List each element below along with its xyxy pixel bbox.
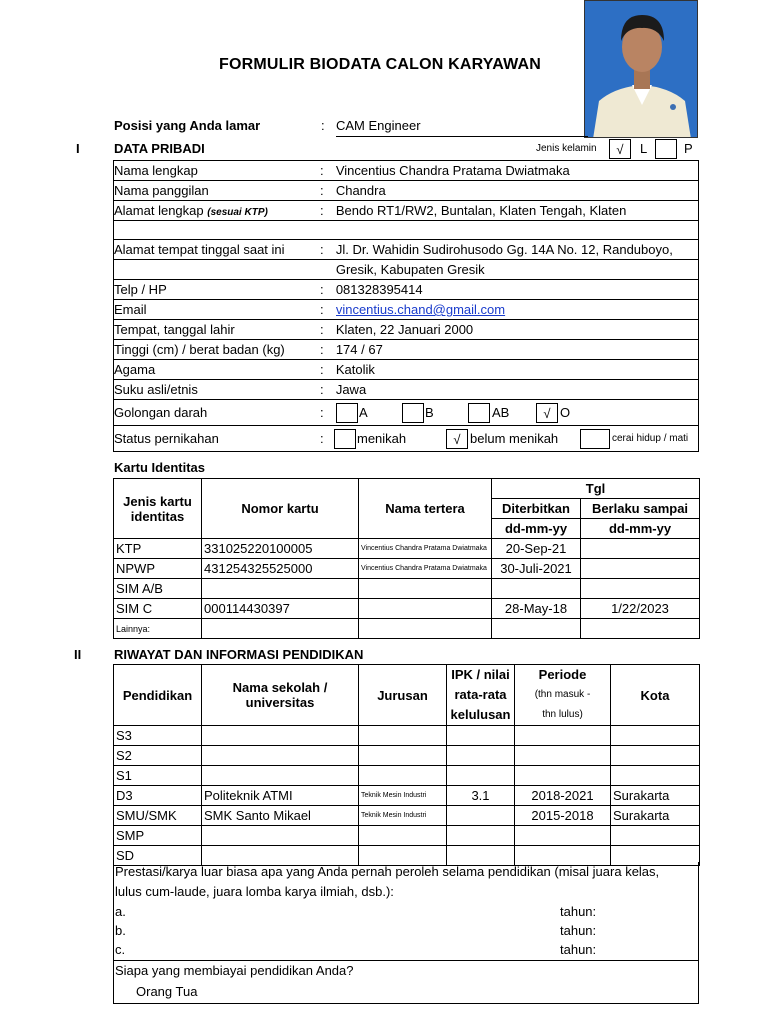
table-row	[114, 806, 700, 826]
cell-terbit	[492, 579, 581, 599]
section-2-number: II	[74, 647, 82, 662]
section-1-number: I	[76, 141, 80, 156]
cell-jenis: SIM C	[114, 599, 202, 619]
blank-cell	[114, 221, 321, 240]
cell-terbit: 20-Sep-21	[492, 539, 581, 559]
cell-pend: SMP	[114, 826, 202, 846]
gender-l-checkbox[interactable]: √	[609, 139, 631, 159]
cell-terbit: 28-May-18	[492, 599, 581, 619]
cell-terbit: 30-Juli-2021	[492, 559, 581, 579]
prestasi-tahun-a: tahun:	[560, 904, 597, 919]
cell-jurusan: Teknik Mesin Industri	[359, 806, 447, 826]
cell-kota: Surakarta	[611, 806, 700, 826]
header-kota: Kota	[611, 665, 700, 726]
cell-ipk	[447, 726, 515, 746]
cell-kota: Surakarta	[611, 786, 700, 806]
posisi-label: Posisi yang Anda lamar	[114, 118, 261, 133]
header-pendidikan: Pendidikan	[114, 665, 202, 726]
person-photo-icon	[585, 1, 698, 138]
label-status: Status pernikahan	[114, 426, 321, 452]
cell-pend: SMU/SMK	[114, 806, 202, 826]
posisi-colon: :	[321, 118, 325, 133]
cell-jenis: SIM A/B	[114, 579, 202, 599]
label-alamat-tinggal: Alamat tempat tinggal saat ini	[114, 240, 321, 260]
cell-berlaku	[581, 539, 700, 559]
prestasi-tahun-c: tahun:	[560, 942, 597, 957]
label-agama: Agama	[114, 360, 321, 380]
row-alamat-blank	[114, 221, 699, 240]
cell-berlaku	[581, 619, 700, 639]
value-agama: Katolik	[336, 360, 699, 380]
page-title: FORMULIR BIODATA CALON KARYAWAN	[218, 56, 542, 73]
prestasi-tahun-b: tahun:	[560, 923, 597, 938]
row-email	[114, 300, 699, 320]
header-periode-2: (thn masuk -	[534, 689, 591, 700]
row-tinggi	[114, 340, 699, 360]
table-row	[114, 766, 700, 786]
kartu-title: Kartu Identitas	[114, 460, 206, 475]
row-agama	[114, 360, 699, 380]
cell-sekolah: SMK Santo Mikael	[202, 806, 359, 826]
cell-sekolah	[202, 746, 359, 766]
header-nomor: Nomor kartu	[202, 479, 359, 539]
cell-jurusan	[359, 746, 447, 766]
table-row	[114, 579, 700, 599]
pendidikan-table	[113, 664, 700, 866]
table-row	[114, 726, 700, 746]
header-jurusan: Jurusan	[359, 665, 447, 726]
label-nama-lengkap: Nama lengkap	[114, 161, 321, 181]
header-periode	[515, 665, 611, 726]
golongan-a-label: A	[359, 405, 368, 420]
header-tgl: Tgl	[492, 479, 700, 499]
row-alamat-tinggal-2	[114, 260, 699, 280]
value-telp: 081328395414	[336, 280, 699, 300]
cell-periode: 2018-2021	[515, 786, 611, 806]
cell-nama: Vincentius Chandra Pratama Dwiatmaka	[359, 539, 492, 559]
row-ttl	[114, 320, 699, 340]
cell-ipk	[447, 746, 515, 766]
posisi-value: CAM Engineer	[336, 118, 588, 137]
cell-ipk	[447, 826, 515, 846]
section-2-title: RIWAYAT DAN INFORMASI PENDIDIKAN	[114, 647, 364, 662]
cell-periode: 2015-2018	[515, 806, 611, 826]
value-alamat-tinggal: Jl. Dr. Wahidin Sudirohusodo Gg. 14A No. 12, Randuboyo,	[336, 240, 699, 260]
cell-periode	[515, 826, 611, 846]
cell-nama	[359, 619, 492, 639]
colon: :	[320, 163, 324, 178]
row-alamat-tinggal	[114, 240, 699, 260]
label-alamat-lengkap	[114, 201, 321, 221]
table-row	[114, 786, 700, 806]
cell-nama	[359, 579, 492, 599]
value-nama-lengkap: Vincentius Chandra Pratama Dwiatmaka	[336, 161, 699, 181]
biaya-box	[113, 960, 699, 1004]
cell-pend: SD	[114, 846, 202, 866]
label-golongan: Golongan darah	[114, 400, 321, 426]
colon: :	[320, 322, 324, 337]
cell-nomor	[202, 619, 359, 639]
cell-nama: Vincentius Chandra Pratama Dwiatmaka	[359, 559, 492, 579]
blank-cell	[114, 260, 321, 280]
header-berlaku: Berlaku sampai	[581, 499, 700, 519]
table-row	[114, 559, 700, 579]
cell-sekolah	[202, 826, 359, 846]
cell-terbit	[492, 619, 581, 639]
header-ipk-1: IPK / nilai	[451, 667, 510, 682]
table-row	[114, 539, 700, 559]
header-ipk	[447, 665, 515, 726]
gender-label: Jenis kelamin	[536, 143, 597, 154]
status-menikah-checkbox[interactable]	[334, 429, 356, 449]
cell-pend: S1	[114, 766, 202, 786]
colon: :	[320, 282, 324, 297]
cell-jenis: NPWP	[114, 559, 202, 579]
biaya-question: Siapa yang membiayai pendidikan Anda?	[115, 963, 354, 978]
status-cerai-checkbox[interactable]	[580, 429, 610, 449]
applicant-photo	[584, 0, 698, 138]
row-telp	[114, 280, 699, 300]
colon: :	[320, 183, 324, 198]
gender-l-label: L	[640, 141, 648, 156]
cell-periode	[515, 766, 611, 786]
header-periode-1: Periode	[538, 667, 587, 682]
golongan-o-label: O	[560, 405, 571, 420]
cell-ipk: 3.1	[447, 786, 515, 806]
golongan-options	[336, 400, 699, 426]
colon: :	[320, 342, 324, 357]
header-nama: Nama tertera	[359, 479, 492, 539]
value-tinggi: 174 / 67	[336, 340, 699, 360]
cell-jurusan: Teknik Mesin Industri	[359, 786, 447, 806]
header-periode-3: thn lulus)	[542, 709, 583, 720]
cell-ipk	[447, 766, 515, 786]
blank-cell	[320, 260, 336, 280]
prestasi-line-1: Prestasi/karya luar biasa apa yang Anda pernah peroleh selama pendidikan (misal juara kelas,	[115, 864, 660, 879]
blank-cell	[336, 221, 699, 240]
prestasi-box	[113, 862, 699, 961]
header-sekolah: Nama sekolah / universitas	[202, 665, 359, 726]
golongan-ab-label: AB	[492, 405, 510, 420]
email-cell	[336, 300, 699, 320]
colon: :	[320, 431, 324, 446]
value-nama-panggilan: Chandra	[336, 181, 699, 201]
biaya-answer: Orang Tua	[136, 984, 198, 999]
header-berlaku-format: dd-mm-yy	[581, 519, 700, 539]
golongan-ab-checkbox[interactable]	[468, 403, 490, 423]
prestasi-item-a: a.	[115, 904, 126, 919]
cell-pend: D3	[114, 786, 202, 806]
cell-jurusan	[359, 826, 447, 846]
colon: :	[320, 242, 324, 257]
cell-nomor: 431254325525000	[202, 559, 359, 579]
cell-jenis: KTP	[114, 539, 202, 559]
row-nama-lengkap	[114, 161, 699, 181]
cell-jenis: Lainnya:	[114, 619, 202, 639]
header-terbit: Diterbitkan	[492, 499, 581, 519]
cell-sekolah: Politeknik ATMI	[202, 786, 359, 806]
colon: :	[320, 405, 324, 420]
cell-kota	[611, 726, 700, 746]
row-alamat-lengkap	[114, 201, 699, 221]
golongan-o-checkbox[interactable]: √	[536, 403, 558, 423]
colon: :	[320, 302, 324, 317]
label-nama-panggilan: Nama panggilan	[114, 181, 321, 201]
cell-kota	[611, 826, 700, 846]
golongan-a-checkbox[interactable]	[336, 403, 358, 423]
cell-pend: S3	[114, 726, 202, 746]
table-row	[114, 599, 700, 619]
label-ttl: Tempat, tanggal lahir	[114, 320, 321, 340]
prestasi-item-b: b.	[115, 923, 126, 938]
cell-berlaku: 1/22/2023	[581, 599, 700, 619]
status-belum-checkbox[interactable]: √	[446, 429, 468, 449]
email-link[interactable]: vincentius.chand@gmail.com	[335, 302, 506, 317]
cell-nomor: 000114430397	[202, 599, 359, 619]
cell-ipk	[447, 806, 515, 826]
value-suku: Jawa	[336, 380, 699, 400]
kartu-identitas-table	[113, 478, 700, 639]
header-ipk-3: kelulusan	[450, 707, 511, 722]
cell-sekolah	[202, 726, 359, 746]
label-email: Email	[114, 300, 321, 320]
cell-berlaku	[581, 579, 700, 599]
colon: :	[320, 203, 324, 218]
prestasi-item-c: c.	[115, 942, 126, 957]
cell-sekolah	[202, 766, 359, 786]
cell-kota	[611, 766, 700, 786]
status-belum-label: belum menikah	[470, 431, 559, 446]
table-row	[114, 619, 700, 639]
cell-nomor: 331025220100005	[202, 539, 359, 559]
blank-cell	[320, 221, 336, 240]
cell-pend: S2	[114, 746, 202, 766]
status-menikah-label: menikah	[357, 431, 407, 446]
cell-nomor	[202, 579, 359, 599]
cell-berlaku	[581, 559, 700, 579]
value-ttl: Klaten, 22 Januari 2000	[336, 320, 699, 340]
gender-p-label: P	[684, 141, 693, 156]
cell-periode	[515, 726, 611, 746]
label-tinggi: Tinggi (cm) / berat badan (kg)	[114, 340, 321, 360]
golongan-b-checkbox[interactable]	[402, 403, 424, 423]
header-ipk-2: rata-rata	[454, 687, 507, 702]
value-alamat-lengkap: Bendo RT1/RW2, Buntalan, Klaten Tengah, Klaten	[336, 201, 699, 221]
prestasi-line-2: lulus cum-laude, juara lomba karya ilmiah, dsb.):	[115, 884, 394, 899]
status-cerai-label: cerai hidup / mati	[612, 433, 689, 444]
cell-nama	[359, 599, 492, 619]
row-suku	[114, 380, 699, 400]
header-jenis: Jenis kartu identitas	[114, 479, 202, 539]
gender-p-checkbox[interactable]	[655, 139, 677, 159]
cell-periode	[515, 746, 611, 766]
label-suku: Suku asli/etnis	[114, 380, 321, 400]
row-nama-panggilan	[114, 181, 699, 201]
cell-jurusan	[359, 766, 447, 786]
label-alamat-note: (sesuai KTP)	[207, 207, 268, 218]
table-row	[114, 826, 700, 846]
label-alamat-text: Alamat lengkap	[114, 203, 204, 218]
header-terbit-format: dd-mm-yy	[492, 519, 581, 539]
colon: :	[320, 382, 324, 397]
table-row	[114, 746, 700, 766]
cell-kota	[611, 746, 700, 766]
colon: :	[320, 362, 324, 377]
section-1-title: DATA PRIBADI	[114, 141, 205, 156]
label-telp: Telp / HP	[114, 280, 321, 300]
golongan-b-label: B	[425, 405, 434, 420]
value-alamat-tinggal-2: Gresik, Kabupaten Gresik	[336, 260, 699, 280]
cell-jurusan	[359, 726, 447, 746]
